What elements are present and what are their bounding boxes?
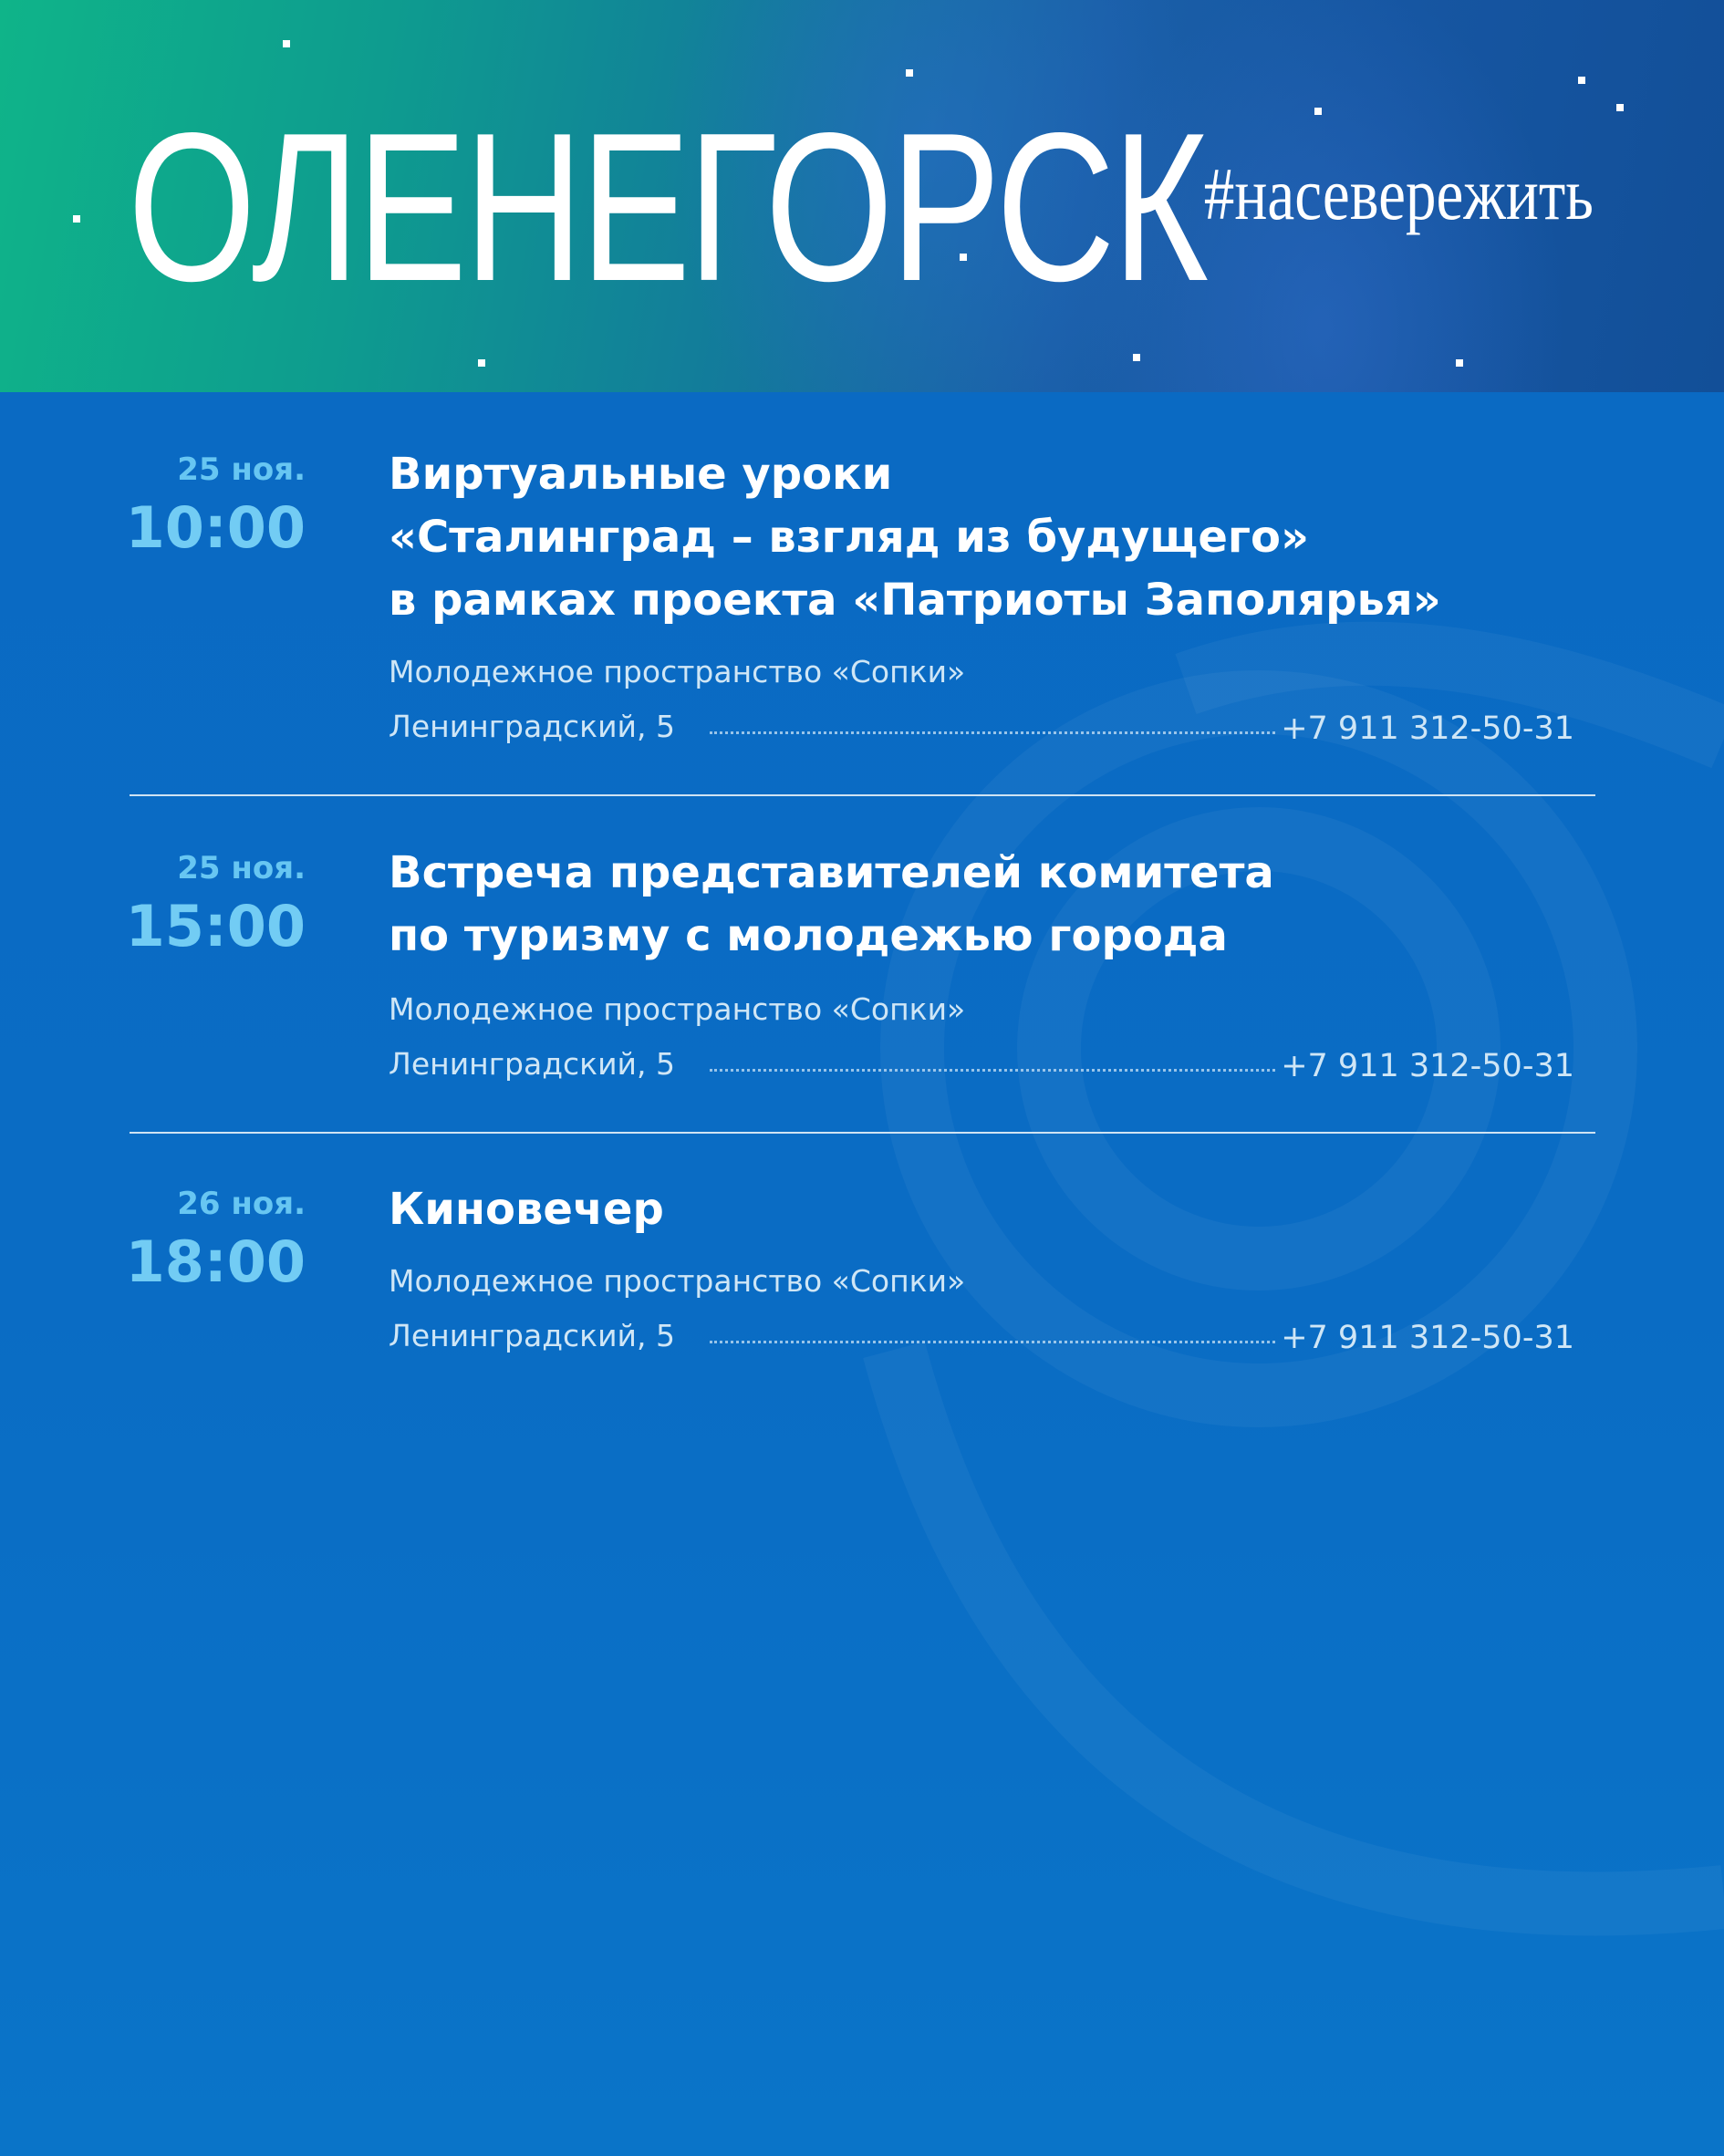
event-venue: Молодежное пространство «Сопки» <box>389 991 966 1027</box>
event-phone: +7 911 312-50-31 <box>1281 1048 1574 1084</box>
event-title-line: «Сталинград – взгляд из будущего» <box>389 512 1309 563</box>
star-decoration <box>478 359 485 367</box>
city-title: ОЛЕНЕГОРСК <box>128 89 1206 326</box>
star-decoration <box>906 69 913 77</box>
event-address: Ленинградский, 5 <box>389 1046 675 1082</box>
event-time: 10:00 <box>125 494 306 561</box>
event-title-line: Киновечер <box>389 1184 664 1235</box>
hashtag: #насевережить <box>1203 152 1594 235</box>
event-date: 25 ноя. <box>177 451 306 488</box>
event-date: 25 ноя. <box>177 850 306 886</box>
star-decoration <box>1578 77 1585 84</box>
event-address: Ленинградский, 5 <box>389 709 675 744</box>
event-divider <box>130 794 1595 796</box>
event-title-line: Встреча представителей комитета <box>389 847 1274 898</box>
event-title-line: Виртуальные уроки <box>389 449 893 500</box>
event-time: 15:00 <box>125 893 306 959</box>
star-decoration <box>283 40 290 47</box>
header-banner <box>0 0 1724 392</box>
event-venue: Молодежное пространство «Сопки» <box>389 654 966 689</box>
event-date: 26 ноя. <box>177 1186 306 1222</box>
events-panel <box>0 392 1724 2156</box>
event-divider <box>130 1132 1595 1134</box>
star-decoration <box>1456 359 1463 367</box>
dotted-leader <box>710 731 1275 734</box>
dotted-leader <box>710 1069 1275 1072</box>
event-title-line: в рамках проекта «Патриоты Заполярья» <box>389 575 1441 626</box>
event-venue: Молодежное пространство «Сопки» <box>389 1263 966 1299</box>
event-phone: +7 911 312-50-31 <box>1281 710 1574 747</box>
star-decoration <box>73 215 80 223</box>
event-title-line: по туризму с молодежью города <box>389 910 1228 961</box>
event-time: 18:00 <box>125 1228 306 1295</box>
star-decoration <box>1133 354 1140 361</box>
event-address: Ленинградский, 5 <box>389 1318 675 1353</box>
event-title <box>389 842 1574 968</box>
star-decoration <box>1616 104 1624 111</box>
event-title <box>389 1178 1574 1241</box>
event-title <box>389 443 1574 632</box>
event-phone: +7 911 312-50-31 <box>1281 1320 1574 1356</box>
dotted-leader <box>710 1341 1275 1343</box>
star-decoration <box>1314 108 1322 115</box>
